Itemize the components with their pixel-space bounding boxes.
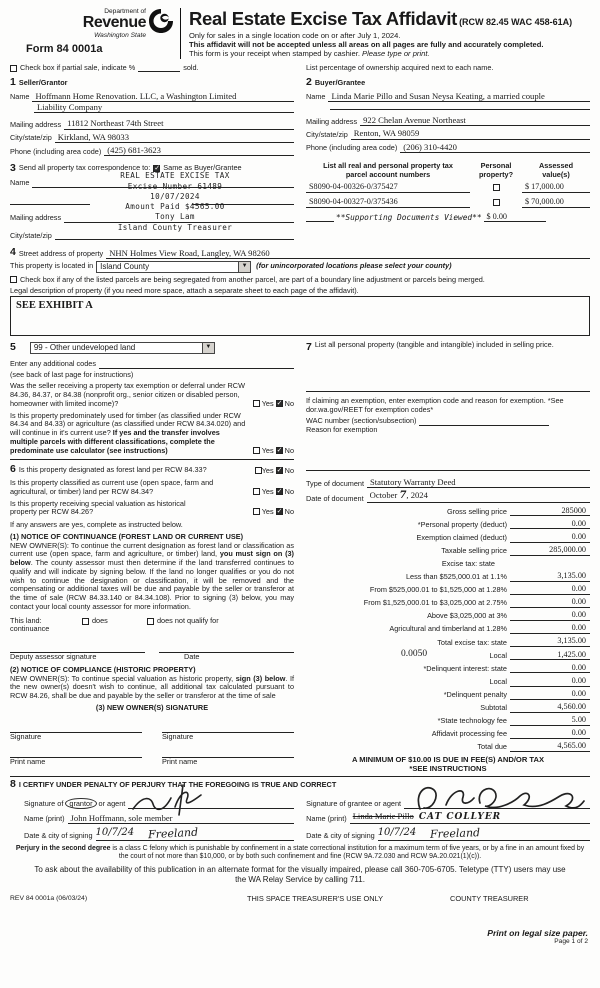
seller-name-line2: Liability Company bbox=[34, 102, 294, 113]
revenue-wordmark: Revenue bbox=[82, 13, 146, 31]
assessed-value: $ 17,000.00 bbox=[522, 182, 590, 193]
print-note-block bbox=[487, 928, 588, 946]
certify-statement: I CERTIFY UNDER PENALTY OF PERJURY THAT THE FOREGOING IS TRUE AND CORRECT bbox=[18, 780, 337, 790]
dept-of-label: Department of bbox=[104, 8, 146, 15]
tax-row: Total excise tax: state 3,135.00 bbox=[306, 634, 590, 647]
legal-description-box[interactable] bbox=[10, 296, 590, 336]
grantee-name-handwritten: CAT COLLYER bbox=[418, 812, 502, 823]
washington-state-label: Washington State bbox=[94, 32, 146, 40]
exemption-code-note: If claiming an exemption, enter exemption code and reason for exemption. *See dor.wa.gov/REET for exemption codes* bbox=[306, 395, 564, 414]
personal-property-checkbox[interactable] bbox=[493, 199, 500, 206]
supporting-documents-row bbox=[306, 212, 590, 223]
print-note: Print on legal size paper. bbox=[487, 928, 588, 938]
county-dropdown-value: Island County bbox=[100, 262, 150, 272]
form-title: Real Estate Excise Tax Affidavit bbox=[189, 8, 458, 29]
new-owner-signature-title: (3) NEW OWNER(S) SIGNATURE bbox=[95, 702, 209, 712]
yes-checkbox[interactable] bbox=[253, 508, 260, 515]
tax-row: Above $3,025,000 at 3% 0.00 bbox=[306, 608, 590, 621]
forest-land-question: 6 Is this property designated as forest land per RCW 84.33? Yes ✓ No bbox=[10, 463, 294, 476]
excise-tax-state-header: Excise tax: state bbox=[441, 558, 495, 568]
no-checkbox[interactable] bbox=[276, 508, 283, 515]
buyer-mailing-address: 922 Chelan Avenue Northeast bbox=[360, 115, 590, 126]
right-column: 7 List all personal property (tangible and intangible) included in selling price. If claiming an exemption, enter exemption code and reason for exemption. *See dor.wa.gov/REET for exemption codes* WAC number (section/subsection) Reason for exemption Type of document Statutory Warranty Deed Date of document October 7, 2024 Gross selling price 285000 *Personal property (deduct) 0.00 Exemption claimed (deduct) 0.00 Taxable selling price 285,000.00 Excise tax: state Less than $525,000.01 at 1.1% 3,135.00 From $525,000.01 to $1,525,000 at 1.28% 0.00 From $1,525,000.01 to $3,025,000 at 2.75% 0.00 Above $3,025,000 at 3% 0.00 Agricultural and timberland at 1.28% 0.00 Total excise tax: state 3,135.00 0.0050 Local 1,425.00 *Delinquent interest: state 0.00 Local 0.00 *Delinquent penalty 0.00 Subtotal 4,560.00 *State technology fee 5.00 Affidavit processing fee 0.00 Total due 4,565.00 A MINIMUM OF $10.00 IS DUE IN FEE(S) AND/OR TAX *SEE INSTRUCTIONS bbox=[306, 341, 590, 773]
assessed-value: $ 70,000.00 bbox=[522, 197, 590, 208]
seller-phone: (425) 681-3623 bbox=[104, 145, 294, 156]
grantor-city-hand: Freeland bbox=[147, 825, 199, 841]
tax-row: *Delinquent penalty 0.00 bbox=[306, 687, 590, 700]
see-instructions-note: *SEE INSTRUCTIONS bbox=[409, 764, 487, 774]
tax-row: *Delinquent interest: state 0.00 bbox=[306, 660, 590, 673]
land-use-code-value: 99 - Other undeveloped land bbox=[33, 342, 136, 352]
notice-compliance-title: (2) NOTICE OF COMPLIANCE (HISTORIC PROPERTY) bbox=[10, 664, 196, 674]
property-street-address: NHN Holmes View Road, Langley, WA 98260 bbox=[106, 248, 272, 259]
notice-compliance-body: NEW OWNER(S): To continue special valuation as historic property, sign (3) below. If the new owner(s) doesn't wish to continue, all additional tax calculated pursuant to RCW 84.26, shall be due and payable by the seller or transferor at the time of sale bbox=[10, 673, 295, 701]
subtitle-3: This form is your receipt when stamped by cashier. Please type or print. bbox=[189, 49, 430, 59]
taxable-selling-price: 285,000.00 bbox=[510, 545, 590, 556]
local-tax: 1,425.00 bbox=[510, 650, 590, 661]
form-header bbox=[10, 8, 590, 59]
tax-row: Taxable selling price 285,000.00 bbox=[306, 543, 590, 556]
grantee-signature-field[interactable] bbox=[404, 801, 590, 809]
grantee-printed-name: Linda Marie Pillo bbox=[352, 811, 414, 822]
revenue-logo-block bbox=[10, 8, 180, 59]
partial-sale-sold-label: sold. bbox=[183, 62, 199, 72]
buyer-phone: (206) 310-4420 bbox=[400, 142, 590, 153]
revenue-swirl-logo-icon bbox=[148, 8, 174, 37]
legal-description-label: Legal description of property (if you need more space, attach a separate sheet to each page of the affidavit). bbox=[10, 285, 359, 295]
grantor-printed-name: John Hoffmann, sole member bbox=[68, 813, 295, 824]
seller-grantor-section: 1 Seller/Grantor Name Hoffmann Home Renovation. LLC, a Washington Limited Liability Company Mailing address 11812 Northeast 74th Street City/state/zip Kirkland, WA 98033 Phone (including area code) (425) 681-3623 bbox=[10, 76, 294, 156]
tax-row: Exemption claimed (deduct) 0.00 bbox=[306, 529, 590, 542]
grantee-signature-block: Signature of grantee or agent Name (print) Linda Marie Pillo CAT COLLYER Date & city of signing 10/7/24 Freeland bbox=[306, 793, 590, 841]
county-dropdown[interactable] bbox=[96, 261, 251, 273]
date-label: Date bbox=[184, 652, 200, 662]
correspondence-city-field[interactable] bbox=[55, 232, 294, 240]
seller-name-line1: Hoffmann Home Renovation. LLC, a Washington Limited bbox=[32, 91, 294, 102]
partial-sale-row bbox=[10, 64, 294, 73]
seller-mailing-address: 11812 Northeast 74th Street bbox=[64, 118, 294, 129]
reason-field[interactable] bbox=[306, 463, 590, 471]
grantor-circled-word: grantor bbox=[65, 798, 96, 809]
reason-for-exemption-label: Reason for exemption bbox=[306, 425, 378, 435]
segregated-parcel-checkbox[interactable] bbox=[10, 276, 17, 283]
buyer-name-line2-blank bbox=[330, 102, 590, 110]
tax-row: Affidavit processing fee 0.00 bbox=[306, 726, 590, 739]
tty-notice: To ask about the availability of this publication in an alternate format for the visually impaired, please call 360-705-6705. Teletype (TTY) users may use the WA Relay Service by calling 711. bbox=[34, 865, 566, 885]
chevron-down-icon[interactable]: ▼ bbox=[238, 262, 250, 272]
title-block bbox=[180, 8, 590, 59]
total-due: 4,565.00 bbox=[510, 741, 590, 752]
property-address-section: 4 Street address of property NHN Holmes View Road, Langley, WA 98260 This property is located in Island County ▼ (for unincorporated locations please select your county) Check box if any of the listed parcels are being segregated from another parcel, are part of a boundary line adjustment or parcels being merged. Legal description of property (if you need more space, attach a separate sheet to each page of the affidavit). SEE EXHIBIT A bbox=[10, 246, 590, 336]
yes-checkbox[interactable] bbox=[253, 400, 260, 407]
local-tax-row: 0.0050 Local 1,425.00 bbox=[306, 647, 590, 660]
form-title-rcw: (RCW 82.45 WAC 458-61A) bbox=[459, 17, 573, 27]
gross-selling-price: 285000 bbox=[510, 506, 590, 517]
exemption-deferral-question: Was the seller receiving a property tax exemption or deferral under RCW 84.36, 84.37, or 84.38 (nonprofit org., senior citizen or disabled person, homeowner with limited income)? Yes ✓ No bbox=[10, 382, 294, 408]
page-indicator: Page 1 of 2 bbox=[554, 938, 588, 946]
partial-sale-label: Check box if partial sale, indicate % bbox=[20, 62, 136, 72]
grantor-date-hand: 10/7/24 bbox=[95, 826, 135, 838]
segregated-parcel-label: Check box if any of the listed parcels are being segregated from another parcel, are part of a boundary line adjustment or parcels being merged. bbox=[20, 274, 485, 284]
does-checkbox[interactable] bbox=[82, 618, 89, 625]
tax-row: Agricultural and timberland at 1.28% 0.00 bbox=[306, 621, 590, 634]
tax-row: Subtotal 4,560.00 bbox=[306, 700, 590, 713]
tax-row: *Personal property (deduct) 0.00 bbox=[306, 516, 590, 529]
county-treasurer-label: COUNTY TREASURER bbox=[450, 893, 529, 903]
grantee-city-hand: Freeland bbox=[430, 825, 481, 841]
ownership-percentage-note: List percentage of ownership acquired next to each name. bbox=[306, 62, 494, 72]
personal-property-field[interactable] bbox=[306, 384, 590, 392]
tax-row: From $1,525,000.01 to $3,025,000 at 2.75% 0.00 bbox=[306, 595, 590, 608]
footer-row bbox=[10, 895, 590, 904]
yes-checkbox[interactable] bbox=[253, 447, 260, 454]
timber-agriculture-question: Is this property predominately used for timber (as classified under RCW 84.34 and 84.33) or agriculture (as classified under RCW 84.34.020) and will continue in it's current use? If yes and the transfer involves multiple parcels with different classifications, complete the predominate use calculator (see instructions) Yes ✓ No bbox=[10, 412, 294, 456]
total-excise-tax-state: 3,135.00 bbox=[510, 636, 590, 647]
subtotal: 4,560.00 bbox=[510, 702, 590, 713]
grantor-signature-field[interactable] bbox=[128, 801, 294, 809]
see-back-note: (see back of last page for instructions) bbox=[10, 369, 134, 379]
tax-row: Less than $525,000.01 at 1.1% 3,135.00 bbox=[306, 569, 590, 582]
treasurer-stamp: REAL ESTATE EXCISE TAX Excise Number 61489 10/07/2024 Amount Paid $4565.00 Tony Lam Island County Treasurer bbox=[117, 171, 233, 232]
tax-row: Local 0.00 bbox=[306, 673, 590, 686]
supporting-documents-note: **Supporting Documents Viewed** bbox=[336, 213, 482, 223]
left-column: 5 99 - Other undeveloped land ▼ Enter any additional codes (see back of last page for instructions) Was the seller receiving a property tax exemption or deferral under RCW 84.36, 84.37, or 84.38 (nonprofit org., senior citizen or disabled person, homeowner with limited income)? Yes ✓ No Is this property predominately used for timber (as classified under RCW 84.34 and 84.33) or agriculture (as classified under RCW 84.34.020) and will continue in it's current use? If yes and the transfer involves multiple parcels with different classifications, complete the predominate use calculator (see instructions) Yes ✓ No 6 Is this property designated as forest land per RCW 84.33? Yes ✓ No Is this property classified as current use (open space, farm and agricultural, or timber) land per RCW 84.34? Yes ✓ No Is this property receiving special valuation as historical property per RCW 84.26? Yes ✓ No If any answers are yes, complete as instructed below. (1) NOTICE OF CONTINUANCE (FOREST LAND OR CURRENT USE) NEW OWNER(S): To continue the current designation as forest land or classification as current use (open space, farm and agriculture, or timber) land, you must sign on (3) below. The county assessor must then determine if the land transferred continues to qualify and will indicate by signing below. If the land no longer qualifies or you do not wish to continue the designation or classification, it will be removed and the compensating or additional taxes will be due and payable by the seller or transferor at the time of sale (RCW 84.33.140 or 84.34.108). Prior to signing (3) below, you may contact your local county assessor for more information. This land: does does not qualify for continuance Deputy assessor signature Date (2) NOTICE OF COMPLIANCE (HISTORIC PROPERTY) NEW OWNER(S): To continue special valuation as historic property, sign (3) below. If the new owner(s) doesn't wish to continue, all additional tax calculated pursuant to RCW 84.26, shall be due and payable by the seller or transferor at the time of sale (3) NEW OWNER(S) SIGNATURE Signature Signature Print name Print name bbox=[10, 341, 294, 773]
tax-row: Total due 4,565.00 bbox=[306, 739, 590, 752]
document-date-value: October 7, 2024 bbox=[367, 490, 590, 503]
document-type-value: Statutory Warranty Deed bbox=[367, 477, 590, 488]
wac-number-field[interactable] bbox=[419, 418, 549, 426]
personal-property-intro: List all personal property (tangible and intangible) included in selling price. bbox=[314, 340, 554, 350]
tax-row: From $525,000.01 to $1,525,000 at 1.28% 0.00 bbox=[306, 582, 590, 595]
tax-row: Gross selling price 285000 bbox=[306, 503, 590, 516]
seller-city-state-zip: Kirkland, WA 98033 bbox=[55, 132, 294, 143]
no-checkbox[interactable] bbox=[276, 447, 283, 454]
does-not-checkbox[interactable] bbox=[147, 618, 154, 625]
land-use-code-dropdown[interactable] bbox=[30, 342, 215, 354]
partial-sale-percent-field[interactable] bbox=[138, 64, 180, 72]
rev-number: REV 84 0001a (06/03/24) bbox=[10, 894, 88, 902]
deputy-assessor-label: Deputy assessor signature bbox=[10, 652, 97, 662]
seller-heading: Seller/Grantor bbox=[18, 78, 68, 88]
partial-sale-checkbox[interactable] bbox=[10, 65, 17, 72]
correspondence-intro: Send all property tax correspondence to: bbox=[18, 163, 151, 173]
additional-codes-field[interactable] bbox=[99, 361, 294, 369]
local-rate-stamp: 0.0050 bbox=[401, 649, 428, 659]
continuance-label: continuance bbox=[10, 624, 50, 634]
parcel-row bbox=[306, 197, 590, 208]
parcel-number: S8090-04-00326-0/375427 bbox=[306, 182, 470, 193]
chevron-down-icon[interactable]: ▼ bbox=[202, 343, 214, 353]
grantee-date-hand: 10/7/24 bbox=[377, 826, 417, 838]
personal-property-checkbox[interactable] bbox=[493, 184, 500, 191]
same-as-buyer-label: Same as Buyer/Grantee bbox=[163, 163, 242, 173]
land-qualify-row: This land: does does not qualify for bbox=[10, 615, 219, 625]
deputy-date-field[interactable] bbox=[159, 645, 294, 653]
buyer-name: Linda Marie Pillo and Susan Neysa Keating, a married couple bbox=[328, 91, 590, 102]
subtitle-1: Only for sales in a single location code on or after July 1, 2024. bbox=[189, 31, 401, 41]
parcel-table-header: List all real and personal property tax parcel account numbers Personal property? Assessed value(s) bbox=[323, 161, 574, 180]
no-checkbox[interactable] bbox=[276, 467, 283, 474]
buyer-city-state-zip: Renton, WA 98059 bbox=[351, 128, 590, 139]
historical-property-question: Is this property receiving special valuation as historical property per RCW 84.26? Yes ✓ No bbox=[10, 500, 294, 518]
no-checkbox[interactable] bbox=[276, 400, 283, 407]
current-use-question: Is this property classified as current use (open space, farm and agricultural, or timber) land per RCW 84.34? Yes ✓ No bbox=[10, 479, 294, 497]
no-checkbox[interactable] bbox=[276, 488, 283, 495]
perjury-notice: Perjury in the second degree is a class C felony which is punishable by confinement in a state correctional institution for a maximum term of five years, or by a fine in an amount fixed by the court of not more than $10,000, or by both such confinement and fine (RCW 9A.72.030 and RCW 9A.20.021(1)(c)). bbox=[15, 844, 585, 861]
certification-section: 8 I CERTIFY UNDER PENALTY OF PERJURY THAT THE FOREGOING IS TRUE AND CORRECT Signature of grantor or agent Name (print) John Hoffmann, sole member Date & city of signing 10/7/24 Freeland Signature of grantee or agent Name (print) Linda Marie Pillo CAT COLLYER Date & city of signing 10/7/24 Freeland bbox=[10, 778, 590, 841]
yes-checkbox[interactable] bbox=[255, 467, 262, 474]
grantor-signature-block: Signature of grantor or agent Name (print) John Hoffmann, sole member Date & city of signing 10/7/24 Freeland bbox=[10, 793, 294, 841]
supporting-documents-value: $ 0.00 bbox=[484, 212, 546, 223]
parcel-row bbox=[306, 182, 590, 193]
buyer-heading: Buyer/Grantee bbox=[314, 78, 366, 88]
notice-continuance-title: (1) NOTICE OF CONTINUANCE (FOREST LAND OR CURRENT USE) bbox=[10, 531, 244, 541]
if-any-yes-note: If any answers are yes, complete as instructed below. bbox=[10, 520, 183, 530]
county-note: (for unincorporated locations please select your county) bbox=[256, 261, 452, 271]
notice-continuance-body: NEW OWNER(S): To continue the current designation as forest land or classification as current use (open space, farm and agriculture, or timber) land, you must sign on (3) below. The county assessor must then determine if the land transferred continues to qualify and will indicate by signing below. If the land no longer qualifies or you do not wish to continue the designation or classification, it will be removed and the compensating or additional taxes will be due and payable by the seller or transferor at the time of sale (RCW 84.33.140 or 84.34.108). Prior to signing (3) below, you may contact your local county assessor for more information. bbox=[10, 540, 294, 611]
yes-checkbox[interactable] bbox=[253, 488, 260, 495]
subtitle-2: This affidavit will not be accepted unless all areas on all pages are fully and accurately completed. bbox=[189, 40, 544, 50]
legal-description-value: SEE EXHIBIT A bbox=[16, 300, 93, 312]
parcel-table bbox=[306, 162, 590, 240]
tax-row: *State technology fee 5.00 bbox=[306, 713, 590, 726]
buyer-grantee-section: 2 Buyer/Grantee Name Linda Marie Pillo and Susan Neysa Keating, a married couple Mailing address 922 Chelan Avenue Northeast City/state/zip Renton, WA 98059 Phone (including area code) (206) 310-4420 bbox=[306, 76, 590, 156]
tax-correspondence-section: 3 Send all property tax correspondence to: ✓ Same as Buyer/Grantee Name Mailing address City/state/zip REAL ESTATE EXCISE TAX Excise Number 61489 10/07/2024 Amount Paid $4565.00 Tony Lam Island County Treasurer bbox=[10, 162, 294, 240]
form-number: Form 84 0001a bbox=[26, 43, 103, 56]
treasurer-use-label: THIS SPACE TREASURER'S USE ONLY bbox=[246, 893, 384, 903]
parcel-number: S8090-04-00327-0/375436 bbox=[306, 197, 470, 208]
minimum-due-note: A MINIMUM OF $10.00 IS DUE IN FEE(S) AND/OR TAX bbox=[351, 755, 545, 765]
